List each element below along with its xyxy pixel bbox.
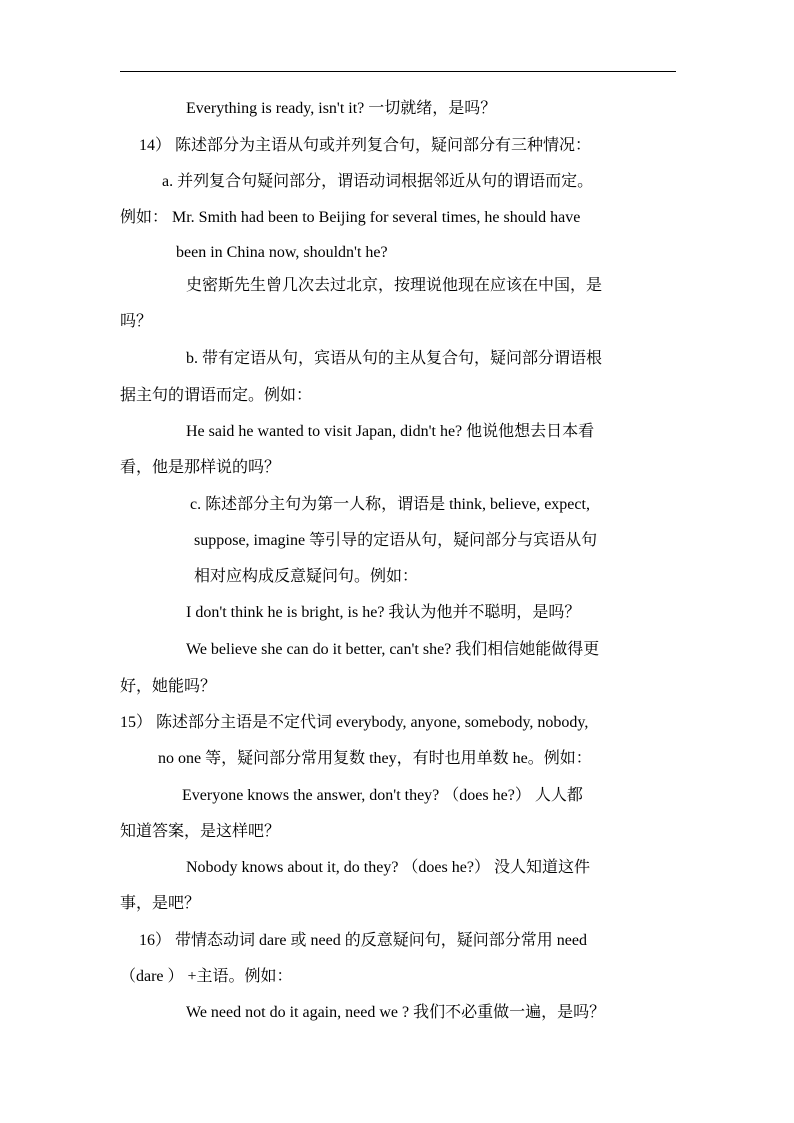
text-line: Everything is ready, isn't it? 一切就绪，是吗？ (186, 100, 497, 117)
text-line: （dare ） +主语。例如： (120, 968, 293, 985)
text-line: 史密斯先生曾几次去过北京，按理说他现在应该在中国，是 (186, 277, 603, 294)
text-line: 事，是吧？ (120, 895, 201, 912)
text-line: 好，她能吗？ (120, 678, 217, 695)
text-line: 相对应构成反意疑问句。例如： (194, 568, 419, 585)
header-rule (120, 71, 676, 72)
text-line: 14） 陈述部分为主语从句或并列复合句，疑问部分有三种情况： (139, 137, 592, 154)
text-line: no one 等，疑问部分常用复数 they，有时也用单数 he。例如： (158, 750, 592, 767)
text-line: He said he wanted to visit Japan, didn't he? 他说他想去日本看 (186, 423, 595, 440)
text-line: I don't think he is bright, is he? 我认为他并不聪明，是吗？ (186, 604, 581, 621)
text-line: We believe she can do it better, can't she? 我们相信她能做得更 (186, 641, 600, 658)
text-line: b. 带有定语从句，宾语从句的主从复合句，疑问部分谓语根 (186, 350, 603, 367)
text-line: We need not do it again, need we ? 我们不必重做一遍，是吗？ (186, 1004, 606, 1021)
text-line: 16） 带情态动词 dare 或 need 的反意疑问句，疑问部分常用 need (139, 932, 587, 949)
text-line: 15） 陈述部分主语是不定代词 everybody, anyone, somebody, nobody, (120, 714, 589, 731)
text-line: 知道答案，是这样吧？ (120, 823, 281, 840)
text-line: a. 并列复合句疑问部分，谓语动词根据邻近从句的谓语而定。 (162, 173, 594, 190)
text-line: 据主句的谓语而定。例如： (120, 387, 313, 404)
text-line: 例如： Mr. Smith had been to Beijing for several times, he should have (120, 209, 581, 226)
text-line: 吗？ (120, 313, 153, 330)
text-line: suppose, imagine 等引导的定语从句，疑问部分与宾语从句 (194, 532, 598, 549)
text-line: Everyone knows the answer, don't they? （does he?） 人人都 (182, 787, 583, 804)
text-line: c. 陈述部分主句为第一人称，谓语是 think, believe, expect, (190, 496, 590, 513)
text-line: 看，他是那样说的吗？ (120, 459, 281, 476)
text-line: Nobody knows about it, do they? （does he?） 没人知道这件 (186, 859, 590, 876)
text-line: been in China now, shouldn't he? (176, 244, 388, 261)
